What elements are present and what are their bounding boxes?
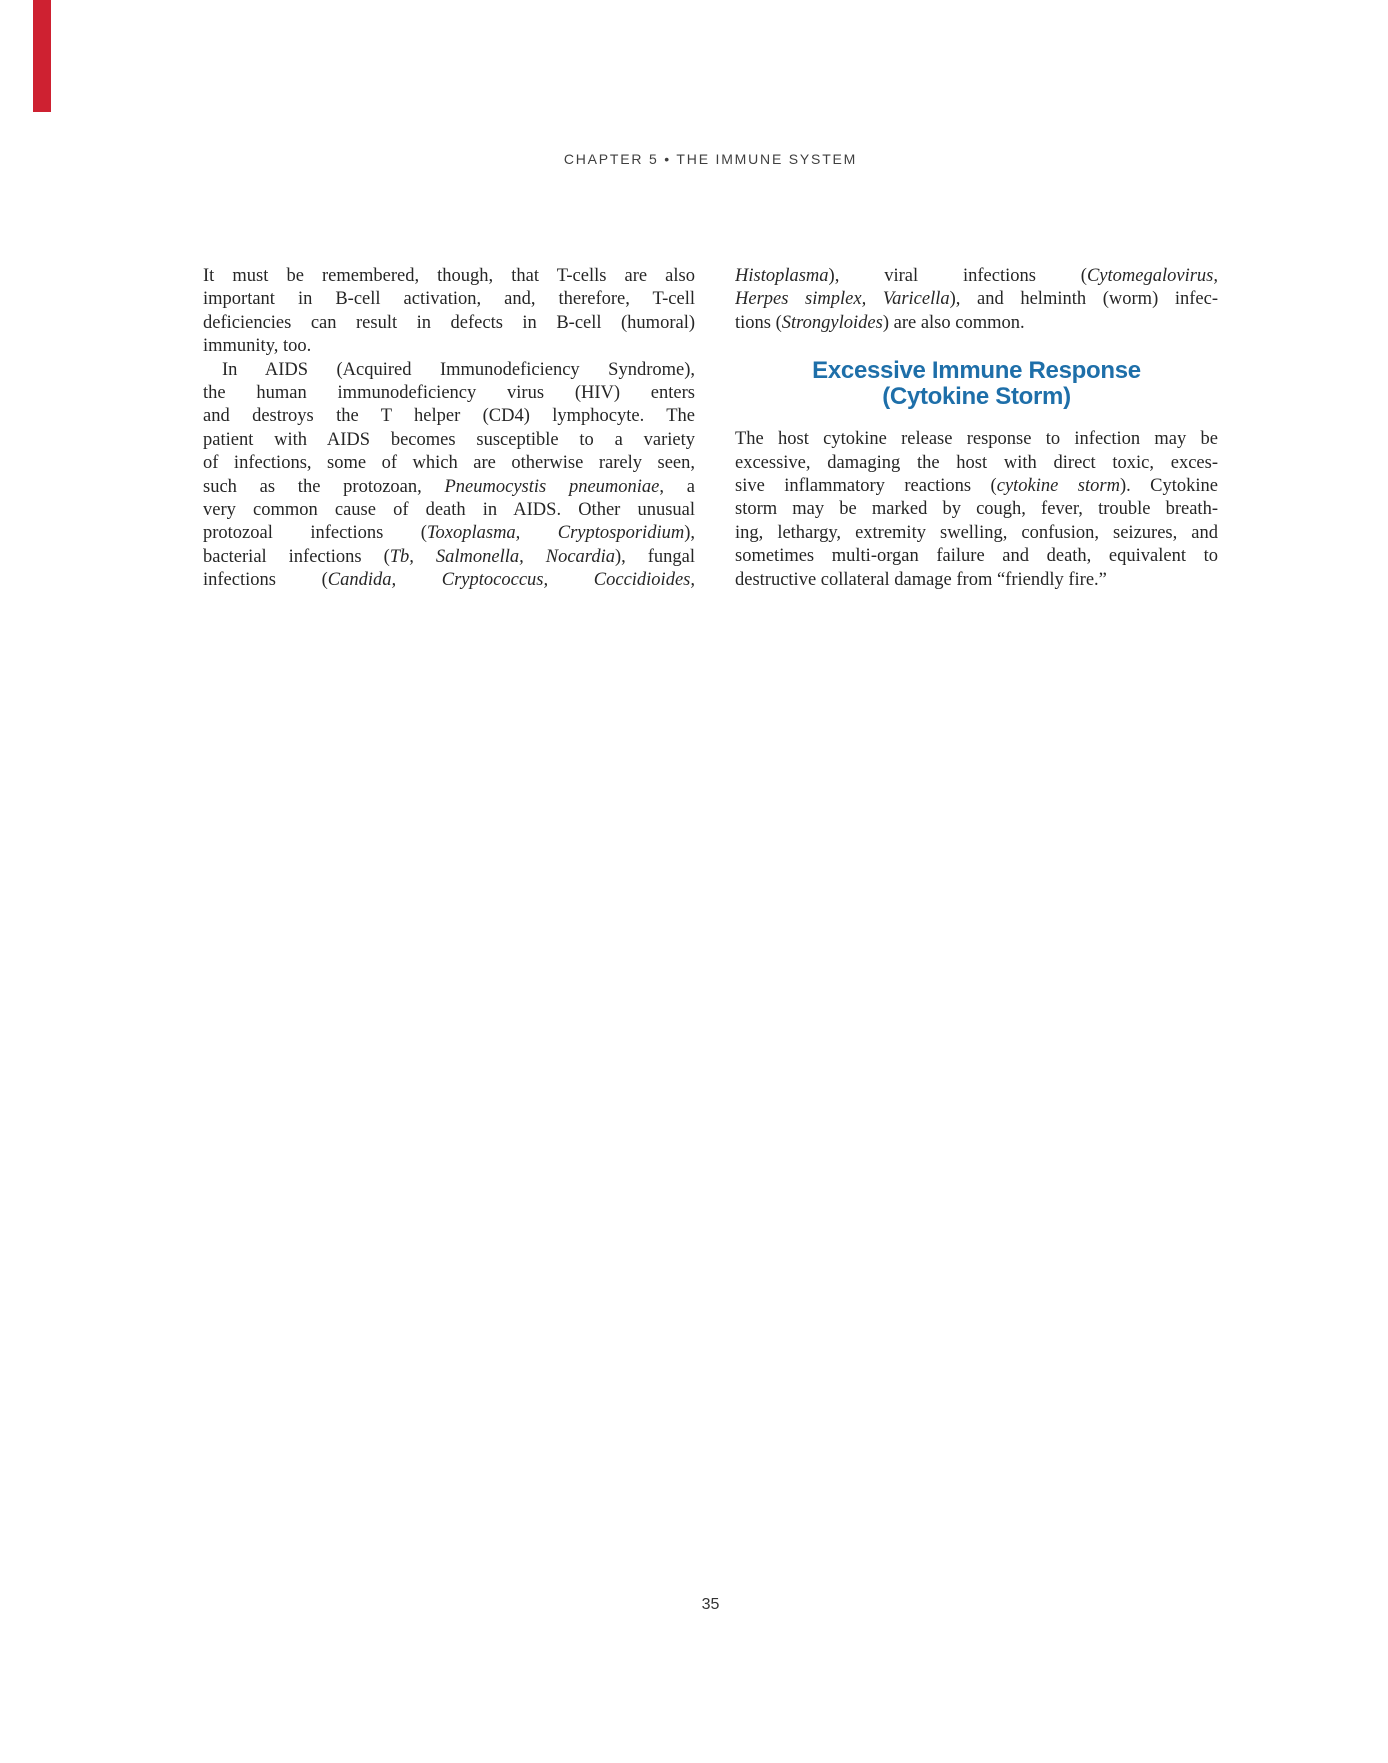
text-line: of infections, some of which are otherwise rarely seen, xyxy=(203,453,695,474)
text-line: protozoal infections (Toxoplasma, Cryptosporidium), xyxy=(203,523,695,544)
text-line: sive inflammatory reactions (cytokine storm). Cytokine xyxy=(735,475,1218,496)
paragraph xyxy=(203,265,695,359)
running-header: CHAPTER 5 • THE IMMUNE SYSTEM xyxy=(563,151,858,167)
text-line: the human immunodeficiency virus (HIV) enters xyxy=(203,382,695,403)
paragraph xyxy=(735,428,1218,592)
text-line: tions (Strongyloides) are also common. xyxy=(735,312,1025,333)
paragraph xyxy=(203,359,695,593)
text-line: Herpes simplex, Varicella), and helminth (worm) infec- xyxy=(735,289,1218,310)
text-line: infections (Candida, Cryptococcus, Coccidioides, xyxy=(203,570,695,591)
text-line: sometimes multi-organ failure and death, equivalent to xyxy=(735,546,1218,567)
heading-line: Excessive Immune Response xyxy=(812,358,1141,385)
page-number: 35 xyxy=(701,1596,720,1613)
chapter-edge-tab xyxy=(33,0,51,112)
column-right xyxy=(735,265,1218,592)
heading-line: (Cytokine Storm) xyxy=(882,384,1071,411)
text-line: In AIDS (Acquired Immunodeficiency Syndrome), xyxy=(222,359,695,380)
text-line: The host cytokine release response to infection may be xyxy=(735,429,1218,450)
text-line: ing, lethargy, extremity swelling, confusion, seizures, and xyxy=(735,522,1218,543)
text-line: and destroys the T helper (CD4) lymphocyte. The xyxy=(203,406,695,427)
text-line: It must be remembered, though, that T-cells are also xyxy=(203,266,695,286)
text-line: excessive, damaging the host with direct toxic, exces- xyxy=(735,452,1218,473)
text-line: Histoplasma), viral infections (Cytomegalovirus, xyxy=(735,266,1218,286)
text-line: patient with AIDS becomes susceptible to a variety xyxy=(203,429,695,450)
text-line: very common cause of death in AIDS. Other unusual xyxy=(203,499,695,520)
paragraph xyxy=(735,265,1218,335)
text-line: destructive collateral damage from “friendly fire.” xyxy=(735,569,1107,590)
text-line: such as the protozoan, Pneumocystis pneumoniae, a xyxy=(203,476,695,497)
text-line: bacterial infections (Tb, Salmonella, Nocardia), fungal xyxy=(203,546,695,567)
text-line: storm may be marked by cough, fever, trouble breath- xyxy=(735,499,1218,520)
column-left xyxy=(203,265,695,592)
section-heading xyxy=(735,358,1218,410)
text-line: important in B-cell activation, and, therefore, T-cell xyxy=(203,289,695,310)
text-line: deficiencies can result in defects in B-cell (humoral) xyxy=(203,312,695,333)
text-line: immunity, too. xyxy=(203,336,312,357)
